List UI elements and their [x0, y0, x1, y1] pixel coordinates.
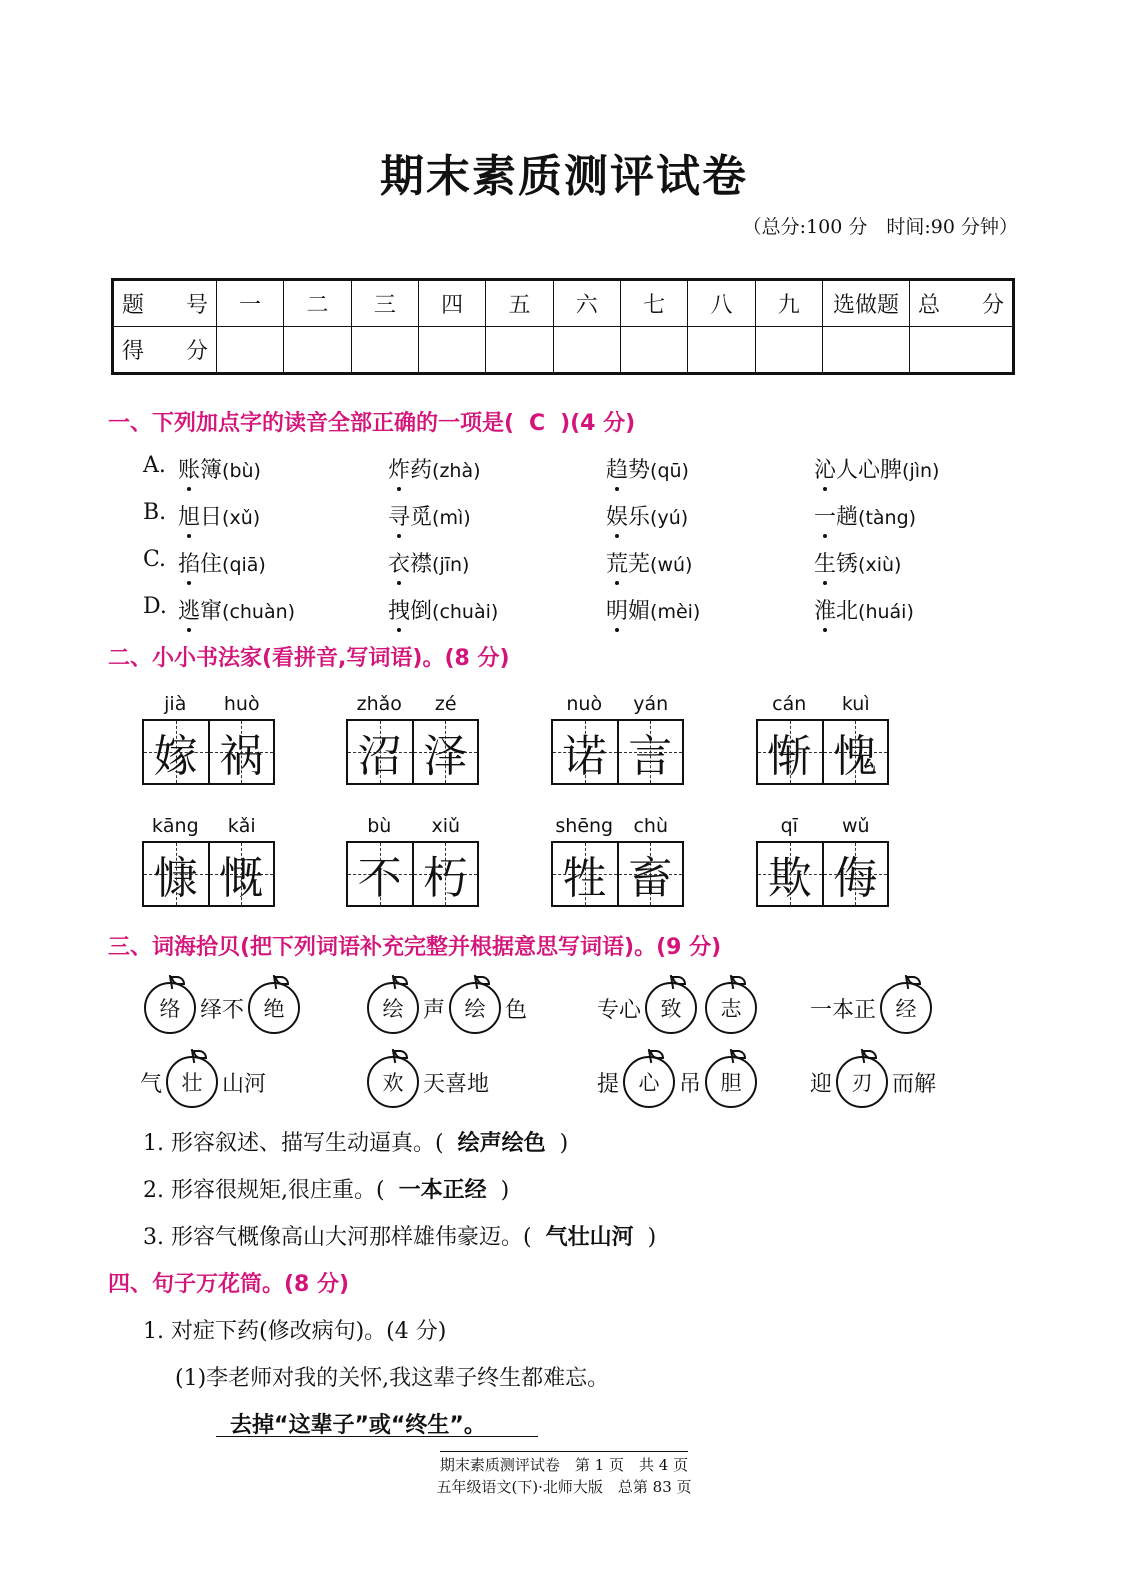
tian-grid[interactable] [346, 841, 479, 907]
grid-cell[interactable] [617, 721, 683, 783]
header-cell: 选做题 [823, 280, 910, 327]
pinyin: kuì [841, 693, 870, 715]
idiom [363, 978, 527, 1038]
pinyin: huò [223, 693, 260, 715]
word-grid [551, 815, 684, 907]
option-word [606, 453, 689, 484]
option-word [814, 453, 939, 484]
dotted-char: 掐 [178, 552, 201, 577]
question-3-3: 3. 形容气概像高山大河那样雄伟豪迈。( 气壮山河 ) [143, 1225, 657, 1250]
written-char: 沼 [357, 731, 402, 782]
score-cell[interactable] [217, 327, 284, 374]
apple-answer-box[interactable]: 络 [144, 982, 196, 1034]
written-char: 愧 [833, 731, 878, 782]
option-word [178, 500, 260, 531]
option-word [814, 500, 916, 531]
pinyin: (tàng) [858, 507, 917, 529]
option-label: A. [143, 453, 166, 478]
pinyin: (chuài) [432, 601, 499, 623]
header-cell: 一 [217, 280, 284, 327]
header-cell: 六 [553, 280, 620, 327]
apple-answer-box[interactable]: 绘 [449, 982, 501, 1034]
option-word [388, 547, 469, 578]
apple-answer-box[interactable]: 胆 [705, 1056, 757, 1108]
apple-answer-box[interactable]: 刃 [836, 1056, 888, 1108]
pinyin: (mì) [432, 507, 471, 529]
apple-answer-box[interactable]: 志 [705, 982, 757, 1034]
pinyin: yán [633, 693, 669, 715]
score-cell[interactable] [553, 327, 620, 374]
idiom [363, 1052, 489, 1112]
row-label: 题 号 [113, 280, 217, 327]
idiom [810, 978, 936, 1038]
word-rest: 倒 [410, 599, 433, 624]
dotted-char: 逃 [178, 599, 201, 624]
answer-mark: C [528, 411, 546, 436]
word-grid [346, 815, 479, 907]
pinyin: wǔ [841, 815, 870, 837]
idiom-text: 天喜地 [423, 1071, 490, 1097]
pinyin: (bù) [222, 460, 261, 482]
grid-cell[interactable] [144, 721, 208, 783]
written-char: 欺 [767, 853, 812, 904]
pinyin: xiǔ [431, 815, 461, 837]
option-word [388, 453, 481, 484]
section-3-title: 三、词海拾贝(把下列词语补充完整并根据意思写词语)。(9 分) [108, 935, 722, 960]
section-1-title: 一、下列加点字的读音全部正确的一项是( C )(4 分) [108, 411, 636, 436]
footer-line-1: 期末素质测评试卷 第 1 页 共 4 页 [440, 1451, 688, 1476]
score-cell[interactable] [620, 327, 687, 374]
sentence-4-1-1: (1)李老师对我的关怀,我这辈子终生都难忘。 [175, 1366, 610, 1391]
option-word [606, 594, 700, 625]
pinyin: (chuàn) [222, 601, 296, 623]
pinyin: bù [367, 815, 392, 837]
pinyin: (mèi) [650, 601, 701, 623]
word-rest: 药 [410, 458, 433, 483]
dotted-char: 生 [814, 552, 837, 577]
pinyin-row [551, 815, 684, 841]
word-rest: 窜 [200, 599, 223, 624]
word-rest: 芜 [628, 552, 651, 577]
word-grid [551, 693, 684, 785]
grid-cell[interactable] [412, 721, 478, 783]
tian-grid[interactable] [551, 719, 684, 785]
apple-answer-box[interactable]: 欢 [367, 1056, 419, 1108]
pinyin: qī [780, 815, 798, 837]
word-grid [142, 693, 275, 785]
dotted-char: 一 [814, 505, 837, 530]
pinyin: zé [434, 693, 457, 715]
word-rest: 趟 [836, 505, 859, 530]
idiom-text: 声 [423, 997, 446, 1023]
score-cell[interactable] [284, 327, 351, 374]
dotted-char: 账 [178, 458, 201, 483]
option-label: D. [143, 594, 167, 619]
apple-answer-box[interactable]: 绝 [248, 982, 300, 1034]
page-title: 期末素质测评试卷 [380, 151, 748, 202]
idiom [140, 978, 304, 1038]
score-cell[interactable] [418, 327, 485, 374]
idiom [140, 1052, 266, 1112]
apple-answer-box[interactable]: 经 [880, 982, 932, 1034]
written-char: 牲 [562, 853, 607, 904]
idiom-text: 迎 [810, 1071, 833, 1097]
question-4-1: 1. 对症下药(修改病句)。(4 分) [143, 1319, 447, 1344]
score-cell[interactable] [910, 327, 1014, 374]
idiom [597, 1052, 761, 1112]
option-word [388, 594, 498, 625]
grid-cell[interactable] [208, 843, 274, 905]
grid-cell[interactable] [822, 843, 888, 905]
dotted-char: 拽 [388, 599, 411, 624]
section-4-title: 四、句子万花筒。(8 分) [108, 1272, 350, 1297]
apple-answer-box[interactable]: 致 [645, 982, 697, 1034]
word-rest: 媚 [628, 599, 651, 624]
tian-grid[interactable] [142, 841, 275, 907]
exam-meta: （总分:100 分 时间:90 分钟） [742, 216, 1018, 238]
score-header-row [113, 280, 1014, 327]
dotted-char: 荒 [606, 552, 629, 577]
answer-4-1-1[interactable]: 去掉“这辈子”或“终生”。 [216, 1408, 538, 1437]
dotted-char: 淮 [814, 599, 837, 624]
option-word [814, 547, 901, 578]
pinyin: (zhà) [432, 460, 481, 482]
grid-cell[interactable] [208, 721, 274, 783]
idiom-text: 而解 [892, 1071, 937, 1097]
written-char: 泽 [423, 731, 468, 782]
grid-cell[interactable] [617, 843, 683, 905]
question-3-2: 2. 形容很规矩,很庄重。( 一本正经 ) [143, 1178, 510, 1203]
grid-cell[interactable] [822, 721, 888, 783]
word-rest: 住 [200, 552, 223, 577]
word-rest: 乐 [628, 505, 651, 530]
tian-grid[interactable] [551, 841, 684, 907]
score-cell[interactable] [351, 327, 418, 374]
word-grid [756, 815, 889, 907]
idiom-text: 提 [597, 1071, 620, 1097]
word-rest: 襟 [410, 552, 433, 577]
idiom [810, 1052, 936, 1112]
option-word [178, 547, 266, 578]
footer-line-2: 五年级语文(下)·北师大版 总第 83 页 [436, 1478, 692, 1496]
pinyin: (jìn) [902, 460, 940, 482]
word-rest: 簿 [200, 458, 223, 483]
dotted-char: 旭 [178, 505, 201, 530]
pinyin: shēng [555, 815, 614, 837]
written-char: 惭 [767, 731, 812, 782]
grid-cell[interactable] [348, 843, 412, 905]
written-char: 祸 [219, 731, 264, 782]
pinyin: kǎi [227, 815, 256, 837]
grid-cell[interactable] [553, 843, 617, 905]
pinyin: (wú) [650, 554, 693, 576]
written-char: 言 [628, 731, 673, 782]
dotted-char: 炸 [388, 458, 411, 483]
idiom [597, 978, 761, 1038]
dotted-char: 明 [606, 599, 629, 624]
pinyin: (yú) [650, 507, 689, 529]
word-rest: 势 [628, 458, 651, 483]
dotted-char: 衣 [388, 552, 411, 577]
option-word [814, 594, 914, 625]
option-word [388, 500, 471, 531]
idiom-text: 吊 [679, 1071, 702, 1097]
score-table [111, 278, 1015, 375]
total-label: 总 分 [910, 280, 1014, 327]
footer [0, 1451, 1128, 1498]
pinyin: zhǎo [356, 693, 402, 715]
written-char: 嫁 [153, 731, 198, 782]
grid-cell[interactable] [144, 843, 208, 905]
score-cell[interactable] [755, 327, 822, 374]
grid-cell[interactable] [553, 721, 617, 783]
written-char: 侮 [833, 853, 878, 904]
pinyin: (huái) [858, 601, 914, 623]
written-char: 畜 [628, 853, 673, 904]
written-char: 朽 [423, 853, 468, 904]
pinyin: (xiù) [858, 554, 902, 576]
option-word [178, 594, 295, 625]
apple-answer-box[interactable]: 绘 [367, 982, 419, 1034]
dotted-char: 寻 [388, 505, 411, 530]
written-char: 不 [357, 853, 402, 904]
idiom-text: 气 [140, 1071, 163, 1097]
option-word [178, 453, 261, 484]
written-char: 慷 [153, 853, 198, 904]
header-cell: 八 [688, 280, 755, 327]
pinyin: jià [164, 693, 187, 715]
dotted-char: 沁 [814, 458, 837, 483]
dotted-char: 娱 [606, 505, 629, 530]
header-cell: 九 [755, 280, 822, 327]
pinyin: chù [633, 815, 669, 837]
pinyin-row [142, 815, 275, 841]
pinyin-row [551, 693, 684, 719]
option-word [606, 547, 692, 578]
grid-cell[interactable] [758, 843, 822, 905]
word-rest: 人心脾 [836, 458, 903, 483]
pinyin: cán [772, 693, 807, 715]
score-cell[interactable] [823, 327, 910, 374]
pinyin-row [142, 693, 275, 719]
header-cell: 四 [418, 280, 485, 327]
idiom-text: 绎不 [200, 997, 245, 1023]
header-cell: 七 [620, 280, 687, 327]
apple-answer-box[interactable]: 心 [623, 1056, 675, 1108]
tian-grid[interactable] [142, 719, 275, 785]
word-rest: 北 [836, 599, 859, 624]
idiom-text: 色 [505, 997, 528, 1023]
pinyin: (xǔ) [222, 507, 261, 529]
written-char: 慨 [219, 853, 264, 904]
option-word [606, 500, 688, 531]
pinyin: (jīn) [432, 554, 470, 576]
written-char: 诺 [562, 731, 607, 782]
score-cell[interactable] [688, 327, 755, 374]
tian-grid[interactable] [346, 719, 479, 785]
pinyin-row [756, 815, 889, 841]
word-grid [756, 693, 889, 785]
pinyin: (qū) [650, 460, 689, 482]
score-value-row [113, 327, 1014, 374]
dotted-char: 趋 [606, 458, 629, 483]
pinyin-row [346, 693, 479, 719]
pinyin-row [346, 815, 479, 841]
word-rest: 锈 [836, 552, 859, 577]
tian-grid[interactable] [756, 841, 889, 907]
row-label: 得 分 [113, 327, 217, 374]
apple-answer-box[interactable]: 壮 [166, 1056, 218, 1108]
tian-grid[interactable] [756, 719, 889, 785]
pinyin: nuò [566, 693, 603, 715]
section-2-title: 二、小小书法家(看拼音,写词语)。(8 分) [108, 646, 510, 671]
header-cell: 三 [351, 280, 418, 327]
question-3-1: 1. 形容叙述、描写生动逼真。( 绘声绘色 ) [143, 1131, 569, 1156]
idiom-text: 专心 [597, 997, 642, 1023]
word-grid [346, 693, 479, 785]
score-cell[interactable] [486, 327, 553, 374]
grid-cell[interactable] [758, 721, 822, 783]
pinyin: kāng [151, 815, 199, 837]
idiom-text: 一本正 [810, 997, 877, 1023]
grid-cell[interactable] [412, 843, 478, 905]
grid-cell[interactable] [348, 721, 412, 783]
header-cell: 五 [486, 280, 553, 327]
pinyin: (qiā) [222, 554, 266, 576]
word-rest: 日 [200, 505, 223, 530]
pinyin-row [756, 693, 889, 719]
option-label: B. [143, 500, 167, 525]
word-grid [142, 815, 275, 907]
option-label: C. [143, 547, 167, 572]
header-cell: 二 [284, 280, 351, 327]
word-rest: 觅 [410, 505, 433, 530]
idiom-text: 山河 [222, 1071, 267, 1097]
